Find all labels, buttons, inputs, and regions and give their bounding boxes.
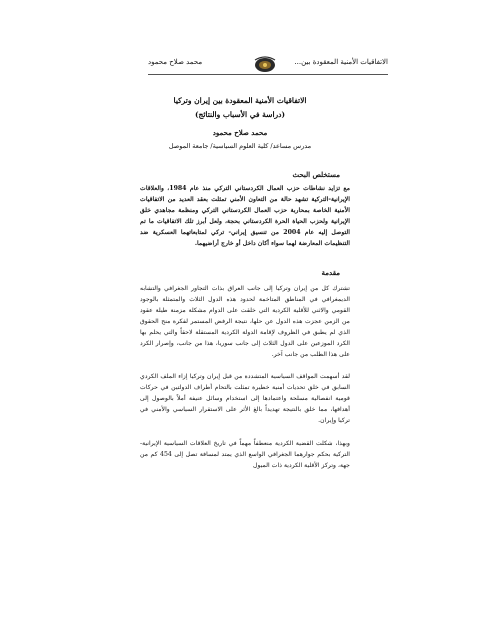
intro-paragraph-3: وبهذا، شكلت القضية الكردية منعطفاً مهماً في تاريخ العلاقات السياسية الإيرانية- التركية بحكم جوارهما الجغرافي الواسع الذي يمتد لمسافة تصل إلى 454 كم من جهة، وتركز الأقلية الكردية ذات الميول	[140, 440, 350, 469]
paper-title: الاتفاقيات الأمنية المعقودة بين إيران وتركيا	[173, 96, 307, 105]
header-journal: الاتفاقيات الأمنية المعقودة بين...	[294, 58, 388, 66]
intro-heading: مقدمة	[321, 268, 340, 277]
header-rule	[148, 74, 388, 75]
author-name: محمد صلاح محمود	[212, 128, 268, 137]
running-header	[148, 50, 388, 78]
abstract-text: مع تزايد نشاطات حزب العمال الكردستاني التركي منذ عام 1984، والعلاقات الإيرانية-التركية تشهد حالة من التعاون الأمني تمثلت بعقد العديد من الاتفاقيات الأمنية الخاصة بمحاربة حزب العمال الكردستاني التركي ومنظمة مجاهدي خلق الإيرانية ولحزب الحياة الحرة الكردستاني بحجة، ولعل أبرز تلك الاتفاقيات ما تم التوصل إليه عام 2004 من تنسيق إيراني- تركي لمتابعاتهما العسكرية ضد التنظيمات المعارضة لهما سواء أكان داخل أو خارج أراضيهما.	[140, 185, 351, 247]
journal-logo-icon	[248, 54, 282, 74]
header-author: محمد صلاح محمود	[148, 58, 203, 66]
intro-paragraph-1: تشترك كل من إيران وتركيا إلى جانب العراق بذات التجاور الجغرافي والتشابه الديمغرافي في المناطق المتاخمة لحدود هذه الدول الثلاث والمتمثلة بالوجود القومي والاثني للأقلية الكردية التي خلقت على الدوام مشكلة مزمنة طيلة عقود من الزمن عجزت هذه الدول عن حلها، نتيجة الرفض المستمر لفكرة منح الحقوق الذي لم يطبق في الظروف لإقامة الدولة الكردية المستقلة لاحقاً والتي يحلم بها الكرد الموزعين على الدول الثلاث إلى جانب سوريا، هذا من جانب، وإصرار الكرد على هذا الطلب من جانب آخر.	[140, 285, 350, 358]
author-affiliation: مدرس مساعد/ كلية العلوم السياسية/ جامعة الموصل	[168, 142, 312, 150]
intro-paragraph-2: لقد أسهمت المواقف السياسية المتشددة من قبل إيران وتركيا إزاء الملف الكردي السابق في خلق تحديات أمنية خطيرة تمثلت بالتحام أطراف الدولتين في حركات قومية انفصالية مسلحة واعتمادها إلى استخدام وسائل عنيفة أملاً بالوصول إلى أهدافها، مما خلق بالنتيجة تهديداً بالغ الأثر على الاستقرار السياسي والأمني في تركيا وإيران.	[140, 373, 350, 424]
abstract-heading: مستخلص البحث	[292, 170, 340, 179]
paper-subtitle: (دراسة في الأسباب والنتائج)	[194, 110, 286, 119]
